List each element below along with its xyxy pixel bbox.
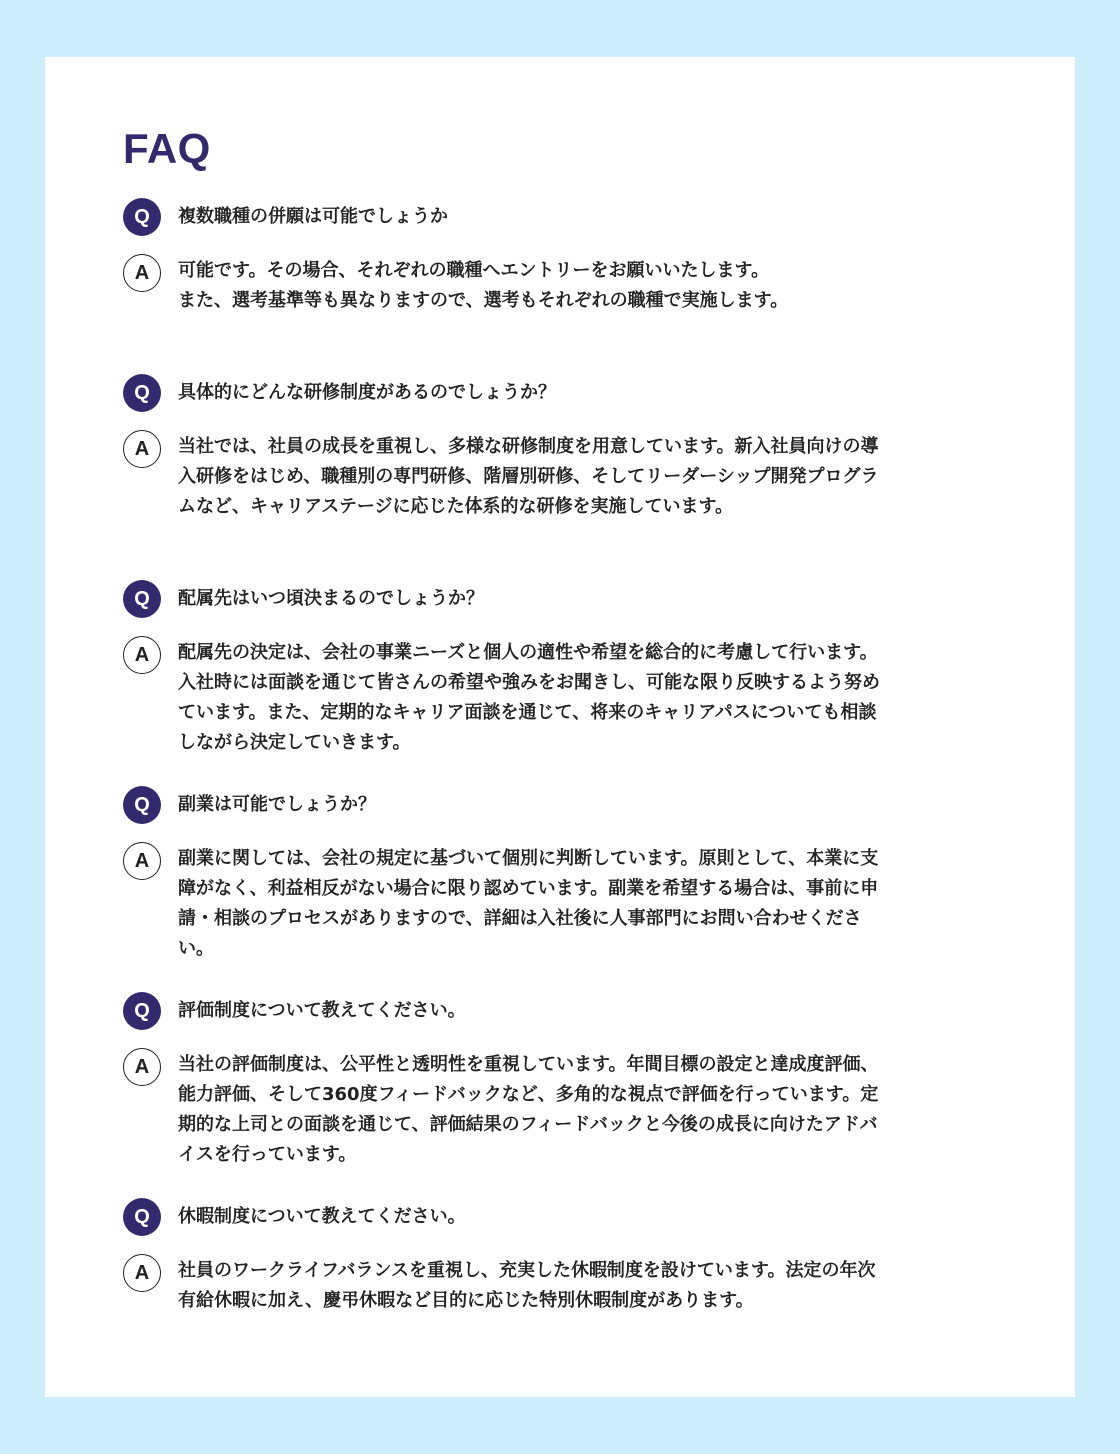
faq-item — [123, 204, 963, 316]
answer-row — [123, 256, 963, 316]
question-text: 複数職種の併願は可能でしょうか — [178, 206, 448, 227]
answer-badge: A — [123, 636, 161, 674]
answer-text: 可能です。その場合、それぞれの職種へエントリーをお願いいたします。 また、選考基準等も異なりますので、選考もそれぞれの職種で実施します。 — [178, 260, 789, 311]
faq-item — [123, 1204, 963, 1316]
answer-badge: A — [123, 1048, 161, 1086]
answer-row — [123, 638, 963, 758]
answer-text: 当社の評価制度は、公平性と透明性を重視しています。年間目標の設定と達成度評価、 能力評価、そして360度フィードバックなど、多角的な視点で評価を行っています。定 期的な上司との面談を通じて、評価結果のフィードバックと今後の成長に向けたアドバ イスを行っています。 — [178, 1054, 879, 1165]
question-row — [123, 586, 963, 612]
question-row — [123, 380, 963, 406]
question-text: 具体的にどんな研修制度があるのでしょうか？ — [178, 382, 556, 403]
question-text: 配属先はいつ頃決まるのでしょうか？ — [178, 588, 484, 609]
faq-item — [123, 586, 963, 758]
answer-row — [123, 1256, 963, 1316]
answer-row — [123, 432, 963, 522]
faq-item — [123, 380, 963, 522]
question-badge: Q — [123, 992, 161, 1030]
question-badge: Q — [123, 580, 161, 618]
question-badge: Q — [123, 1198, 161, 1236]
answer-text: 副業に関しては、会社の規定に基づいて個別に判断しています。原則として、本業に支 障がなく、利益相反がない場合に限り認めています。副業を希望する場合は、事前に申 請・相談のプロセスがありますので、詳細は入社後に人事部門にお問い合わせくださ い。 — [178, 848, 879, 959]
faq-card — [45, 57, 1075, 1397]
answer-text: 社員のワークライフバランスを重視し、充実した休暇制度を設けています。法定の年次 有給休暇に加え、慶弔休暇など目的に応じた特別休暇制度があります。 — [178, 1260, 876, 1311]
question-badge: Q — [123, 198, 161, 236]
question-text: 評価制度について教えてください。 — [178, 1000, 466, 1021]
question-row — [123, 204, 963, 230]
answer-badge: A — [123, 1254, 161, 1292]
answer-text: 当社では、社員の成長を重視し、多様な研修制度を用意しています。新入社員向けの導 入研修をはじめ、職種別の専門研修、階層別研修、そしてリーダーシップ開発プログラ ムなど、キャリアステージに応じた体系的な研修を実施しています。 — [178, 436, 879, 517]
faq-item — [123, 792, 963, 964]
answer-row — [123, 844, 963, 964]
question-badge: Q — [123, 786, 161, 824]
answer-badge: A — [123, 430, 161, 468]
question-badge: Q — [123, 374, 161, 412]
answer-badge: A — [123, 254, 161, 292]
answer-badge: A — [123, 842, 161, 880]
question-row — [123, 792, 963, 818]
page-title: FAQ — [123, 125, 211, 172]
question-row — [123, 1204, 963, 1230]
question-text: 休暇制度について教えてください。 — [178, 1206, 466, 1227]
answer-row — [123, 1050, 963, 1170]
answer-text: 配属先の決定は、会社の事業ニーズと個人の適性や希望を総合的に考慮して行います。 入社時には面談を通じて皆さんの希望や強みをお聞きし、可能な限り反映するよう努め ています。また、定期的なキャリア面談を通じて、将来のキャリアパスについても相談 しながら決定していきます。 — [178, 642, 880, 753]
question-row — [123, 998, 963, 1024]
faq-item — [123, 998, 963, 1170]
question-text: 副業は可能でしょうか？ — [178, 794, 376, 815]
